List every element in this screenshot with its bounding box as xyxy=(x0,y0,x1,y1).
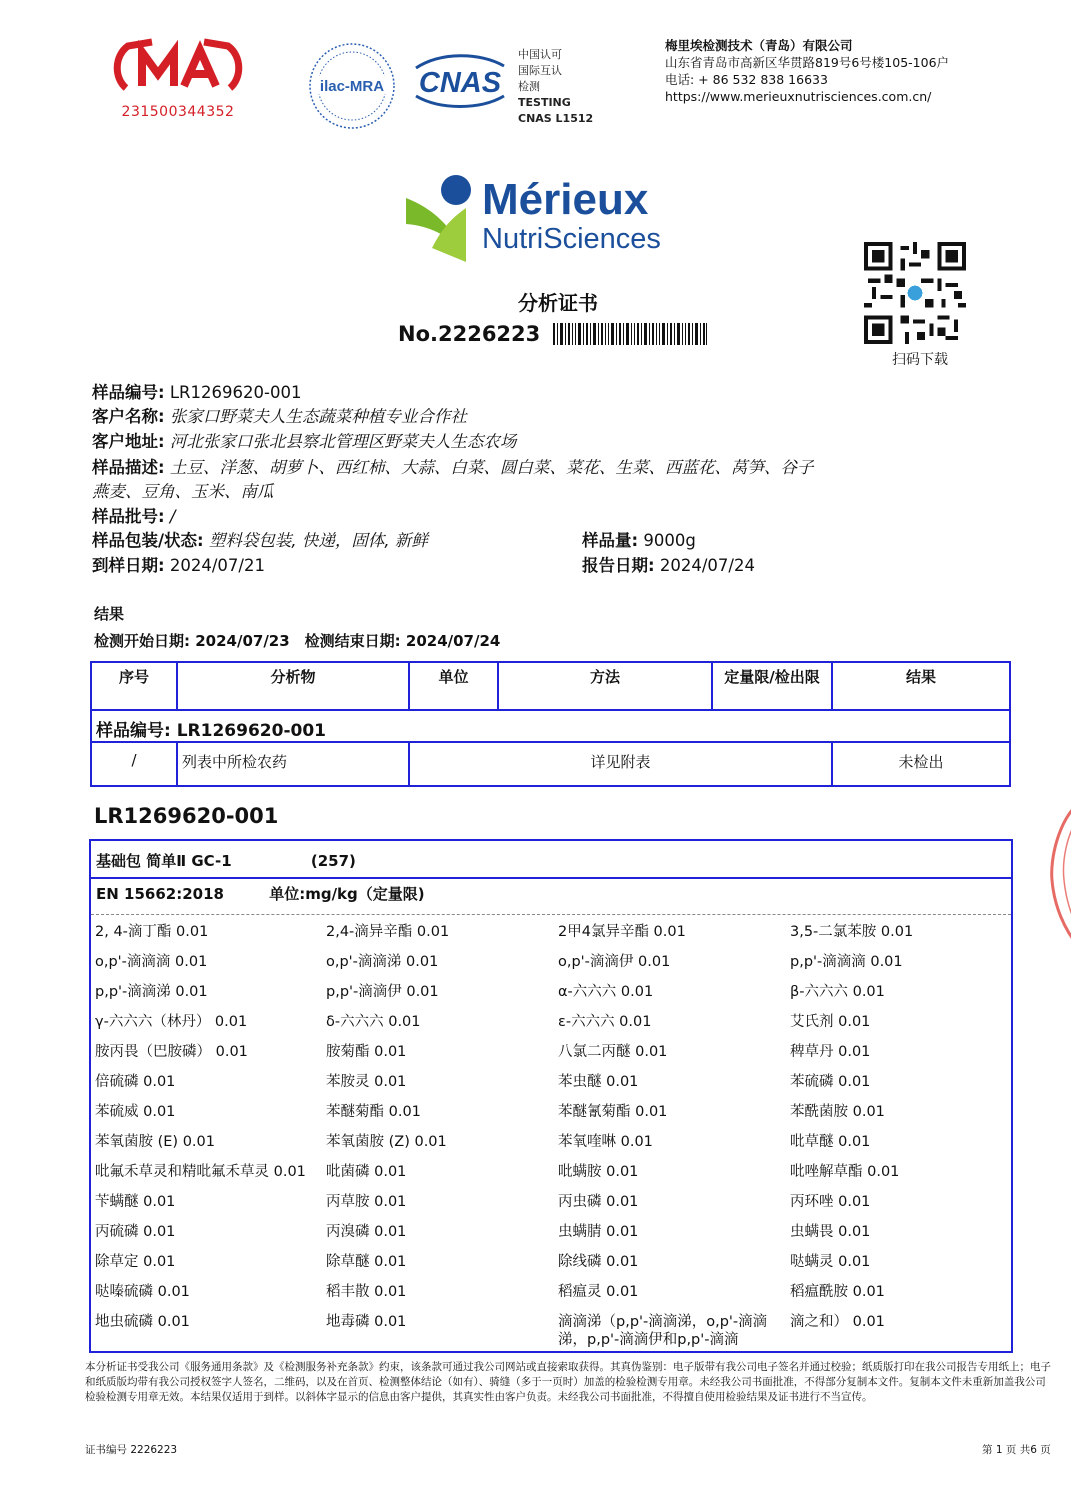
pesticide-item: 苄螨醚 0.01 xyxy=(95,1194,176,1210)
svg-text:ilac-MRA: ilac-MRA xyxy=(319,78,385,95)
pesticide-item: 胺菊酯 0.01 xyxy=(326,1044,407,1060)
company-phone: 电话: + 86 532 838 16633 xyxy=(665,72,828,87)
pesticide-item: 虫螨腈 0.01 xyxy=(558,1224,639,1240)
pesticide-item: 稗草丹 0.01 xyxy=(790,1044,871,1060)
ilac-mra-logo xyxy=(306,40,398,132)
package-line: 基础包 简单Ⅱ GC-1 (257) xyxy=(91,841,1011,879)
pesticide-item: 苯胺灵 0.01 xyxy=(326,1074,407,1090)
pesticide-item: 稻瘟酰胺 0.01 xyxy=(790,1284,885,1300)
pesticide-item: 滴滴涕（p,p'-滴滴涕，o,p'-滴滴涕，p,p'-滴滴伊和p,p'-滴滴 xyxy=(558,1314,768,1348)
pesticide-item: 吡唑解草酯 0.01 xyxy=(790,1164,900,1180)
pesticide-item: 八氯二丙醚 0.01 xyxy=(558,1044,668,1060)
info-address: 客户地址: 河北张家口张北县察北管理区野菜夫人生态农场 xyxy=(92,432,517,451)
pesticide-item: 苯硫磷 0.01 xyxy=(790,1074,871,1090)
col-analyte: 分析物 xyxy=(178,663,410,709)
info-description: 样品描述: 土豆、洋葱、胡萝卜、西红柿、大蒜、白菜、圆白菜、菜花、生菜、西蓝花、莴笋、谷子 燕麦、豆角、玉米、南瓜 xyxy=(92,458,814,501)
company-url[interactable]: https://www.merieuxnutrisciences.com.cn/ xyxy=(665,89,932,104)
pesticide-item: 滴之和） 0.01 xyxy=(790,1314,885,1330)
pesticide-item: p,p'-滴滴伊 0.01 xyxy=(326,984,439,1000)
pesticide-item: 苯氧菌胺 (Z) 0.01 xyxy=(326,1134,447,1150)
pesticide-item: 艾氏剂 0.01 xyxy=(790,1014,871,1030)
pesticide-item: 吡菌磷 0.01 xyxy=(326,1164,407,1180)
table-row: / 列表中所检农药 详见附表 未检出 xyxy=(92,743,1009,785)
pesticide-item: 吡螨胺 0.01 xyxy=(558,1164,639,1180)
pesticide-item: 丙草胺 0.01 xyxy=(326,1194,407,1210)
pesticide-item: 除草醚 0.01 xyxy=(326,1254,407,1270)
info-package: 样品包装/状态: 塑料袋包装, 快递，固体, 新鲜 xyxy=(92,531,428,550)
pesticide-item: 虫螨畏 0.01 xyxy=(790,1224,871,1240)
test-dates: 检测开始日期: 2024/07/23 检测结束日期: 2024/07/24 xyxy=(94,632,501,650)
document-title: 分析证书 xyxy=(518,291,598,315)
results-heading: 结果 xyxy=(94,605,125,623)
pesticide-item: β-六六六 0.01 xyxy=(790,984,885,1000)
pesticide-item: 苯氧喹啉 0.01 xyxy=(558,1134,653,1150)
info-report-date: 报告日期: 2024/07/24 xyxy=(582,556,755,575)
footer-page-number: 第 1 页 共6 页 xyxy=(982,1444,1051,1456)
pesticide-item: 苯醚菊酯 0.01 xyxy=(326,1104,421,1120)
col-limit: 定量限/检出限 xyxy=(713,663,833,709)
pesticide-item: 哒嗪硫磷 0.01 xyxy=(95,1284,190,1300)
pesticide-item: 吡氟禾草灵和精吡氟禾草灵 0.01 xyxy=(95,1164,306,1180)
pesticide-item: 2甲4氯异辛酯 0.01 xyxy=(558,924,686,940)
svg-text:NutriSciences: NutriSciences xyxy=(482,223,661,255)
info-arrival-date: 到样日期: 2024/07/21 xyxy=(92,556,265,575)
cnas-caption: 中国认可 国际互认 检测 TESTING CNAS L1512 xyxy=(518,48,594,125)
merieux-logo xyxy=(402,168,674,268)
pesticide-item: 丙硫磷 0.01 xyxy=(95,1224,176,1240)
pesticide-item: 除线磷 0.01 xyxy=(558,1254,639,1270)
info-client: 客户名称: 张家口野菜夫人生态蔬菜种植专业合作社 xyxy=(92,407,467,426)
pesticide-item: 苯硫威 0.01 xyxy=(95,1104,176,1120)
certificate-number: No.2226223 xyxy=(398,322,541,346)
red-stamp xyxy=(1040,800,1071,950)
barcode xyxy=(553,323,707,345)
pesticide-item: p,p'-滴滴滴 0.01 xyxy=(790,954,903,970)
pesticide-list-box xyxy=(89,839,1013,1353)
pesticide-item: 苯醚氰菊酯 0.01 xyxy=(558,1104,668,1120)
sample-id-heading: LR1269620-001 xyxy=(94,804,279,828)
pesticide-item: 胺丙畏（巴胺磷） 0.01 xyxy=(95,1044,248,1060)
pesticide-item: α-六六六 0.01 xyxy=(558,984,654,1000)
col-seq: 序号 xyxy=(92,663,178,709)
info-quantity: 样品量: 9000g xyxy=(582,531,696,550)
qr-download-label: 扫码下载 xyxy=(892,352,948,368)
pesticide-item: p,p'-滴滴涕 0.01 xyxy=(95,984,208,1000)
pesticide-item: o,p'-滴滴伊 0.01 xyxy=(558,954,671,970)
pesticide-item: 稻瘟灵 0.01 xyxy=(558,1284,639,1300)
pesticide-item: 地毒磷 0.01 xyxy=(326,1314,407,1330)
svg-text:Mérieux: Mérieux xyxy=(482,175,649,224)
pesticide-item: 3,5-二氯苯胺 0.01 xyxy=(790,924,914,940)
table-sample-row: 样品编号: LR1269620-001 xyxy=(92,711,1009,743)
pesticide-item: 吡草醚 0.01 xyxy=(790,1134,871,1150)
pesticide-item: ε-六六六 0.01 xyxy=(558,1014,652,1030)
svg-text:CNAS: CNAS xyxy=(418,67,502,99)
info-sample-no: 样品编号: LR1269620-001 xyxy=(92,383,302,402)
summary-table xyxy=(90,661,1011,787)
col-result: 结果 xyxy=(905,668,936,686)
method-line: EN 15662:2018 单位:mg/kg（定量限) xyxy=(91,879,1011,915)
table-header-row xyxy=(92,663,1009,711)
cnas-logo xyxy=(410,50,510,112)
pesticide-item: 丙溴磷 0.01 xyxy=(326,1224,407,1240)
pesticide-item: o,p'-滴滴涕 0.01 xyxy=(326,954,439,970)
pesticide-item: 苯酰菌胺 0.01 xyxy=(790,1104,885,1120)
col-method: 方法 xyxy=(499,663,713,709)
pesticide-item: 倍硫磷 0.01 xyxy=(95,1074,176,1090)
company-info xyxy=(665,37,949,105)
pesticide-item: γ-六六六（林丹） 0.01 xyxy=(95,1014,248,1030)
pesticide-item: 2, 4-滴丁酯 0.01 xyxy=(95,924,209,940)
footer-certificate-number: 证书编号 2226223 xyxy=(85,1444,178,1456)
pesticide-item: δ-六六六 0.01 xyxy=(326,1014,421,1030)
pesticide-item: 稻丰散 0.01 xyxy=(326,1284,407,1300)
cma-logo xyxy=(112,38,244,98)
pesticide-item: 2,4-滴异辛酯 0.01 xyxy=(326,924,450,940)
pesticide-item: o,p'-滴滴滴 0.01 xyxy=(95,954,208,970)
pesticide-item: 苯氧菌胺 (E) 0.01 xyxy=(95,1134,215,1150)
info-batch: 样品批号: / xyxy=(92,507,176,526)
pesticide-item: 除草定 0.01 xyxy=(95,1254,176,1270)
pesticide-item: 地虫硫磷 0.01 xyxy=(95,1314,190,1330)
company-name: 梅里埃检测技术（青岛）有限公司 xyxy=(665,38,853,53)
cma-number: 231500344352 xyxy=(121,104,235,120)
pesticide-item: 丙环唑 0.01 xyxy=(790,1194,871,1210)
pesticide-item: 哒螨灵 0.01 xyxy=(790,1254,871,1270)
pesticide-item: 苯虫醚 0.01 xyxy=(558,1074,639,1090)
pesticide-item: 丙虫磷 0.01 xyxy=(558,1194,639,1210)
pesticide-grid xyxy=(95,923,1011,1348)
col-unit: 单位 xyxy=(410,663,499,709)
disclaimer: 本分析证书受我公司《服务通用条款》及《检测服务补充条款》约束，该条款可通过我公司网站或直接索取获得。其真伪鉴别：电子版带有我公司电子签名并通过校验；纸质版打印在我公司报告专用纸上；电子和纸质版均带有我公司授权签字人签名，二维码，以及在首页、检测整体结论（如有）、骑缝（多于一页时）加盖的检验检测专用章。未经我公司书面批准，不得部分复制本文件。复制本文件未重新加盖我公司检验检测专用章无效。本结果仅适用于到样。以斜体字显示的信息由客户提供，其真实性由客户负责。未经我公司书面批准，不得擅自使用检验结果及证书进行不当宣传。 xyxy=(85,1361,1051,1403)
company-address: 山东省青岛市高新区华贯路819号6号楼105-106户 xyxy=(665,55,950,70)
